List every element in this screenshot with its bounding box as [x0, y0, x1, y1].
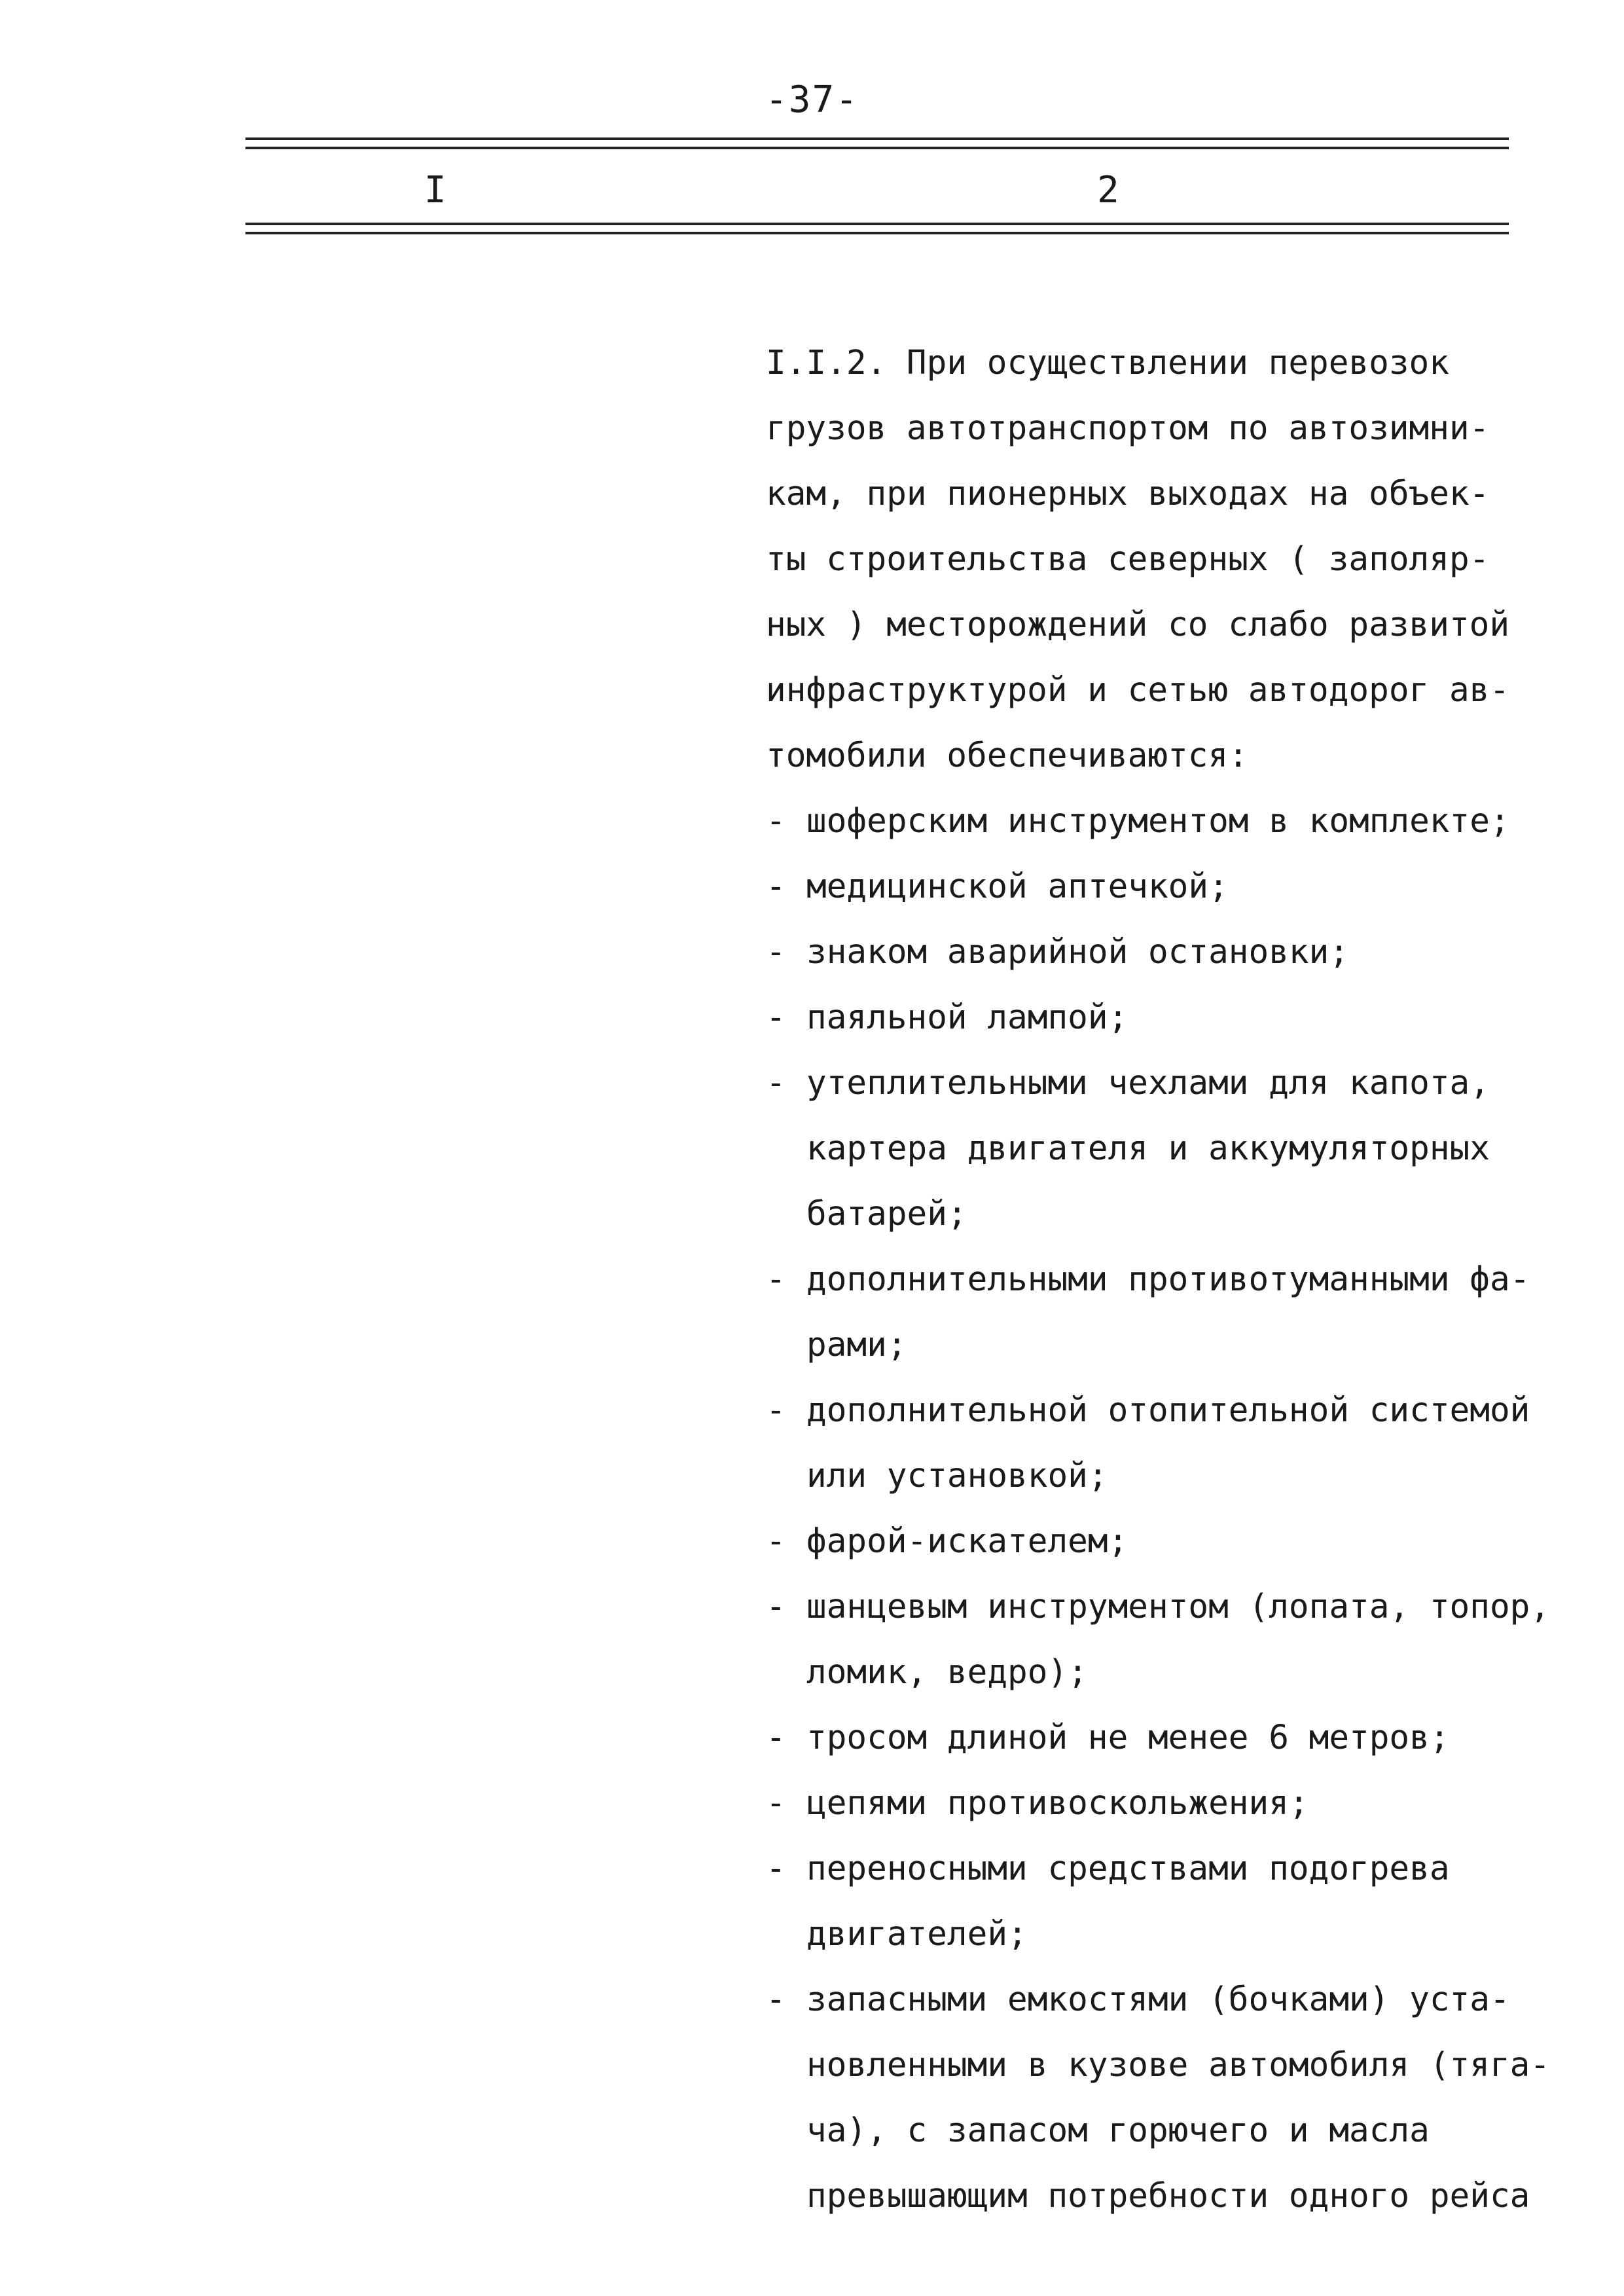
document-body — [766, 331, 1578, 2229]
list-dash: - — [766, 1260, 786, 1299]
list-item-text: переносными средствами подогрева — [806, 1850, 1450, 1888]
list-dash: - — [766, 933, 786, 972]
paragraph-line: инфраструктурой и сетью автодорог ав- — [766, 671, 1510, 710]
list-item-text: дополнительными противотуманными фа- — [806, 1260, 1530, 1299]
list-item — [766, 1836, 1578, 1967]
list-item-text: ломик, ведро); — [806, 1653, 1088, 1692]
list-dash: - — [766, 1064, 786, 1102]
list-item — [766, 1967, 1578, 2229]
paragraph-line: ты строительства северных ( заполяр- — [766, 540, 1490, 579]
list-item-text: рами; — [806, 1326, 907, 1364]
list-item — [766, 985, 1578, 1051]
list-item-text: медицинской аптечкой; — [806, 867, 1229, 906]
table-header-top-rule — [245, 137, 1509, 149]
list-item-text: утеплительными чехлами для капота, — [806, 1064, 1490, 1102]
list-item — [766, 1575, 1578, 1705]
column-header-1: I — [424, 169, 446, 211]
list-item — [766, 1771, 1578, 1836]
list-dash: - — [766, 1784, 786, 1823]
list-dash: - — [766, 1980, 786, 2019]
list-item — [766, 920, 1578, 985]
list-item — [766, 1705, 1578, 1771]
list-item — [766, 854, 1578, 920]
list-item-text: тросом длиной не менее 6 метров; — [806, 1719, 1450, 1757]
list-item-text: паяльной лампой; — [806, 998, 1128, 1037]
paragraph-line: томобили обеспечиваются: — [766, 737, 1248, 775]
list-item-text: новленными в кузове автомобиля (тяга- — [806, 2046, 1551, 2085]
equipment-list — [766, 789, 1578, 2229]
list-item-text: шанцевым инструментом (лопата, топор, — [806, 1588, 1551, 1626]
list-dash: - — [766, 1850, 786, 1888]
paragraph-line: ных ) месторождений со слабо развитой — [766, 606, 1510, 644]
column-header-2: 2 — [1097, 169, 1119, 211]
list-item — [766, 1051, 1578, 1247]
list-item — [766, 789, 1578, 854]
paragraph-line: I.I.2. При осуществлении перевозок — [766, 344, 1449, 382]
list-dash: - — [766, 802, 786, 841]
list-dash: - — [766, 1391, 786, 1430]
list-item-text: двигателей; — [806, 1915, 1028, 1954]
list-item-text: цепями противоскольжения; — [806, 1784, 1309, 1823]
list-item-text: батарей; — [806, 1195, 967, 1233]
list-dash: - — [766, 867, 786, 906]
paragraph-line: грузов автотранспортом по автозимни- — [766, 409, 1490, 448]
page-number: -37- — [765, 79, 859, 121]
list-item-text: шоферским инструментом в комплекте; — [806, 802, 1510, 841]
list-item-text: или установкой; — [806, 1457, 1108, 1495]
table-header-bottom-rule — [245, 223, 1509, 234]
list-item — [766, 1509, 1578, 1575]
section-paragraph — [766, 331, 1578, 789]
list-item-text: фарой-искателем; — [806, 1522, 1128, 1561]
list-dash: - — [766, 1588, 786, 1626]
list-item-text: дополнительной отопительной системой — [806, 1391, 1530, 1430]
list-item — [766, 1247, 1578, 1378]
list-item-text: превышающим потребности одного рейса — [806, 2177, 1530, 2215]
list-item-text: запасными емкостями (бочками) уста- — [806, 1980, 1510, 2019]
list-dash: - — [766, 1719, 786, 1757]
paragraph-line: кам, при пионерных выходах на объек- — [766, 475, 1490, 513]
list-item-text: знаком аварийной остановки; — [806, 933, 1350, 972]
list-dash: - — [766, 1522, 786, 1561]
list-item — [766, 1378, 1578, 1509]
list-item-text: картера двигателя и аккумуляторных — [806, 1129, 1490, 1168]
list-dash: - — [766, 998, 786, 1037]
list-item-text: ча), с запасом горючего и масла — [806, 2111, 1430, 2150]
